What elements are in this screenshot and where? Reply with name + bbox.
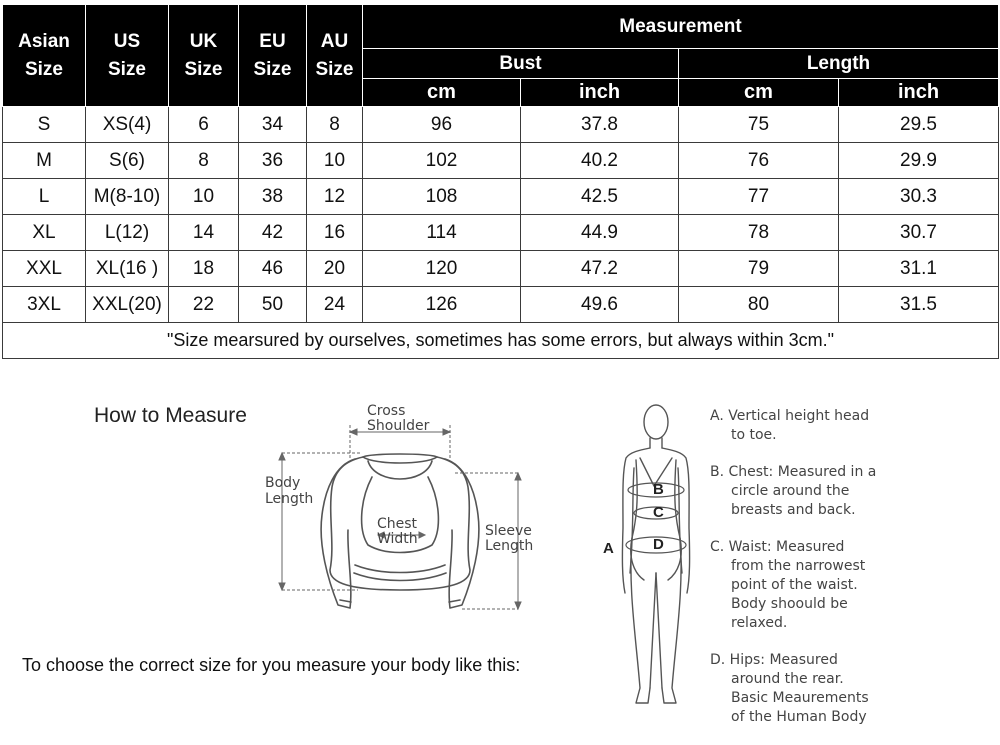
label-cross-shoulder-1: Cross [367, 403, 406, 419]
cell-bust-inch: 49.6 [521, 287, 679, 323]
cell-bust-cm: 120 [363, 251, 521, 287]
sweater-measure-diagram [250, 395, 550, 620]
legend-item [710, 407, 998, 445]
legend-line: B. Chest: Measured in a [710, 464, 877, 480]
cell-uk-size: 6 [169, 107, 239, 143]
legend-line: C. Waist: Measured [710, 539, 845, 555]
cell-uk-size: 8 [169, 143, 239, 179]
label-chest-width-1: Chest [377, 516, 418, 532]
body-label-b: B [653, 481, 664, 498]
header-asian-size: Asian Size [3, 5, 86, 107]
cell-asian-size: 3XL [3, 287, 86, 323]
cell-asian-size: XXL [3, 251, 86, 287]
human-body-outline-icon [622, 405, 689, 703]
header-bust-cm: cm [363, 79, 521, 107]
cell-us-size: L(12) [86, 215, 169, 251]
table-row [3, 179, 999, 215]
cell-length-inch: 30.3 [839, 179, 999, 215]
legend-line: around the rear. [731, 671, 844, 687]
cell-bust-inch: 47.2 [521, 251, 679, 287]
legend-line: Basic Meaurements [731, 690, 869, 706]
how-to-measure-title: How to Measure [94, 404, 247, 427]
legend-line: relaxed. [731, 615, 788, 631]
cell-au-size: 10 [307, 143, 363, 179]
cell-length-inch: 29.9 [839, 143, 999, 179]
table-row [3, 251, 999, 287]
cell-uk-size: 18 [169, 251, 239, 287]
cell-length-inch: 30.7 [839, 215, 999, 251]
table-row [3, 287, 999, 323]
cell-bust-cm: 102 [363, 143, 521, 179]
legend-item [710, 463, 998, 520]
legend-line: from the narrowest [731, 558, 866, 574]
size-note: "Size mearsured by ourselves, sometimes has some errors, but always within 3cm." [3, 323, 999, 359]
cell-asian-size: S [3, 107, 86, 143]
cell-eu-size: 34 [239, 107, 307, 143]
measurement-legend [710, 407, 998, 745]
cell-us-size: XS(4) [86, 107, 169, 143]
label-sleeve-length-2: Length [485, 538, 534, 554]
legend-line: A. Vertical height head [710, 408, 870, 424]
cell-uk-size: 10 [169, 179, 239, 215]
header-measurement: Measurement [363, 5, 999, 49]
legend-item [710, 538, 998, 633]
legend-line: Body shoould be [731, 596, 848, 612]
legend-line: point of the waist. [731, 577, 858, 593]
cell-au-size: 24 [307, 287, 363, 323]
cell-asian-size: M [3, 143, 86, 179]
cell-length-cm: 75 [679, 107, 839, 143]
header-uk-size: UK Size [169, 5, 239, 107]
cell-length-cm: 78 [679, 215, 839, 251]
cell-bust-cm: 126 [363, 287, 521, 323]
cell-length-inch: 31.1 [839, 251, 999, 287]
label-body-length-2: Length [265, 491, 314, 507]
cell-asian-size: XL [3, 215, 86, 251]
legend-line: circle around the [731, 483, 850, 499]
header-length: Length [679, 49, 999, 79]
body-label-a: A [603, 540, 614, 557]
header-eu-size: EU Size [239, 5, 307, 107]
cell-eu-size: 50 [239, 287, 307, 323]
label-cross-shoulder-2: Shoulder [367, 418, 430, 434]
label-chest-width-2: Width [377, 531, 418, 547]
body-label-c: C [653, 504, 664, 521]
cell-bust-inch: 42.5 [521, 179, 679, 215]
cell-length-cm: 77 [679, 179, 839, 215]
cell-uk-size: 22 [169, 287, 239, 323]
cell-us-size: XXL(20) [86, 287, 169, 323]
cell-asian-size: L [3, 179, 86, 215]
cell-us-size: M(8-10) [86, 179, 169, 215]
cell-bust-inch: 37.8 [521, 107, 679, 143]
legend-line: breasts and back. [731, 502, 856, 518]
cell-eu-size: 46 [239, 251, 307, 287]
cell-us-size: S(6) [86, 143, 169, 179]
table-row [3, 143, 999, 179]
label-body-length-1: Body [265, 475, 301, 491]
legend-line: of the Human Body [731, 709, 867, 725]
legend-line: to toe. [731, 427, 777, 443]
cell-au-size: 8 [307, 107, 363, 143]
cell-length-cm: 79 [679, 251, 839, 287]
cell-au-size: 16 [307, 215, 363, 251]
legend-item [710, 651, 998, 727]
cell-length-cm: 80 [679, 287, 839, 323]
cell-au-size: 12 [307, 179, 363, 215]
header-us-size: US Size [86, 5, 169, 107]
cell-length-inch: 31.5 [839, 287, 999, 323]
table-row [3, 215, 999, 251]
cell-bust-inch: 40.2 [521, 143, 679, 179]
cell-us-size: XL(16 ) [86, 251, 169, 287]
header-bust-inch: inch [521, 79, 679, 107]
header-bust: Bust [363, 49, 679, 79]
header-length-cm: cm [679, 79, 839, 107]
cell-au-size: 20 [307, 251, 363, 287]
legend-line: D. Hips: Measured [710, 652, 838, 668]
cell-bust-cm: 96 [363, 107, 521, 143]
cell-eu-size: 38 [239, 179, 307, 215]
cell-length-cm: 76 [679, 143, 839, 179]
cell-bust-cm: 108 [363, 179, 521, 215]
header-length-inch: inch [839, 79, 999, 107]
cell-bust-cm: 114 [363, 215, 521, 251]
header-au-size: AU Size [307, 5, 363, 107]
cell-bust-inch: 44.9 [521, 215, 679, 251]
cell-uk-size: 14 [169, 215, 239, 251]
body-label-d: D [653, 536, 664, 553]
table-row [3, 107, 999, 143]
size-chart-table [2, 4, 999, 359]
choose-size-instruction: To choose the correct size for you measure your body like this: [22, 655, 521, 675]
body-measure-diagram [598, 398, 710, 716]
label-sleeve-length-1: Sleeve [485, 523, 532, 539]
cell-eu-size: 42 [239, 215, 307, 251]
cell-length-inch: 29.5 [839, 107, 999, 143]
cell-eu-size: 36 [239, 143, 307, 179]
